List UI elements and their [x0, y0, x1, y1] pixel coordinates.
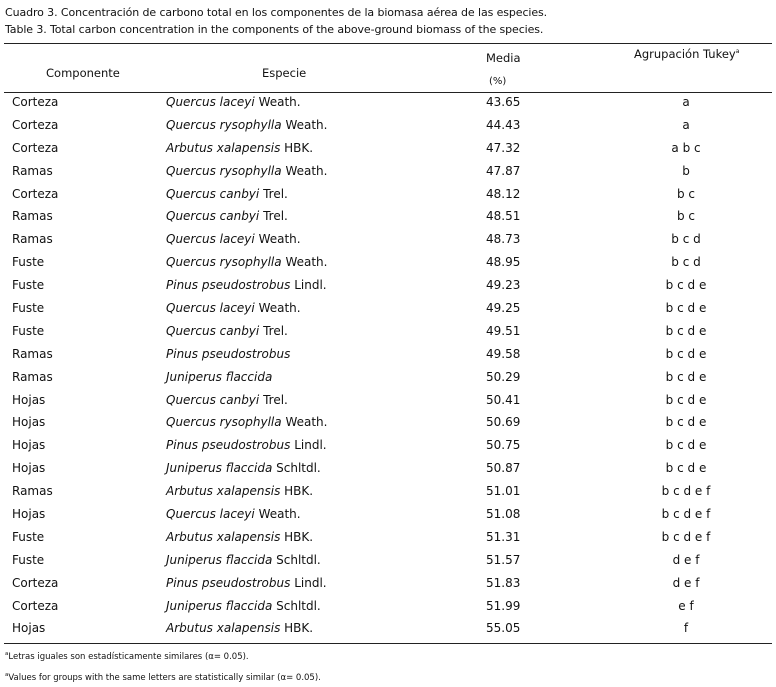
species-author: Trel.	[263, 186, 288, 201]
media-cell: 51.31	[486, 529, 521, 544]
media-cell: 50.75	[486, 438, 521, 453]
especie-cell	[166, 205, 288, 228]
componente-cell: Corteza	[12, 117, 59, 132]
table-row	[0, 434, 776, 457]
especie-cell	[166, 343, 290, 366]
componente-cell: Hojas	[12, 392, 46, 407]
species-name: Juniperus flaccida	[166, 552, 273, 567]
componente-cell: Corteza	[12, 140, 59, 155]
species-name: Quercus rysophylla	[166, 415, 282, 430]
tukey-cell: a	[682, 117, 690, 132]
media-cell: 48.73	[486, 232, 521, 247]
media-cell: 51.83	[486, 575, 521, 590]
especie-cell	[166, 274, 327, 297]
especie-cell	[166, 160, 327, 183]
species-author: HBK.	[284, 621, 314, 636]
media-cell: 55.05	[486, 621, 521, 636]
species-author: Weath.	[285, 163, 328, 178]
table-row	[0, 205, 776, 228]
table-row	[0, 251, 776, 274]
species-author: HBK.	[284, 484, 314, 499]
tukey-cell: b c d e	[665, 461, 707, 476]
species-author: Schltdl.	[276, 461, 321, 476]
species-name: Juniperus flaccida	[166, 461, 273, 476]
especie-cell	[166, 91, 301, 114]
tukey-cell: b	[682, 163, 690, 178]
species-author: HBK.	[284, 140, 314, 155]
media-cell: 48.51	[486, 209, 521, 224]
footnotes	[5, 645, 321, 687]
species-author: Schltdl.	[276, 598, 321, 613]
especie-cell	[166, 457, 321, 480]
tukey-cell: b c d e	[665, 278, 707, 293]
table-row	[0, 183, 776, 206]
media-cell: 50.29	[486, 369, 521, 384]
media-cell: 47.87	[486, 163, 521, 178]
species-author: Trel.	[263, 209, 288, 224]
tukey-cell: b c d e	[665, 438, 707, 453]
header-especie: Especie	[262, 66, 307, 80]
header-tukey-label: Agrupación Tukey	[634, 47, 736, 61]
tukey-cell: f	[683, 621, 689, 636]
media-cell: 51.99	[486, 598, 521, 613]
species-name: Quercus laceyi	[166, 301, 255, 316]
species-author: Trel.	[263, 392, 288, 407]
species-name: Quercus canbyi	[166, 209, 260, 224]
top-rule	[4, 43, 772, 44]
media-cell: 51.01	[486, 484, 521, 499]
header-media-unit: (%)	[489, 76, 507, 87]
species-name: Juniperus flaccida	[166, 369, 273, 384]
especie-cell	[166, 595, 321, 618]
species-author: Weath.	[258, 95, 301, 109]
footnote-text: Values for groups with the same letters are statistically similar (α= 0.05).	[8, 672, 321, 683]
table-row	[0, 320, 776, 343]
tukey-cell: a	[682, 95, 690, 109]
especie-cell	[166, 366, 272, 389]
tukey-cell: b c d e	[665, 392, 707, 407]
header-media: Media	[486, 51, 521, 65]
table-row	[0, 572, 776, 595]
media-cell: 48.95	[486, 255, 521, 270]
tukey-cell: b c d	[671, 232, 701, 247]
especie-cell	[166, 411, 327, 434]
species-name: Quercus canbyi	[166, 392, 260, 407]
especie-cell	[166, 503, 301, 526]
species-name: Quercus laceyi	[166, 507, 255, 522]
media-cell: 44.43	[486, 117, 521, 132]
table-row	[0, 457, 776, 480]
footnote-english	[5, 666, 321, 687]
table-row	[0, 274, 776, 297]
tukey-cell: b c d	[671, 255, 701, 270]
species-name: Pinus pseudostrobus	[166, 438, 291, 453]
species-author: Trel.	[263, 323, 288, 338]
species-name: Arbutus xalapensis	[166, 621, 281, 636]
table-row	[0, 526, 776, 549]
species-name: Quercus rysophylla	[166, 163, 282, 178]
media-cell: 50.41	[486, 392, 521, 407]
especie-cell	[166, 320, 288, 343]
species-name: Quercus rysophylla	[166, 255, 282, 270]
tukey-cell: b c d e f	[661, 529, 711, 544]
tukey-cell: b c	[676, 186, 696, 201]
componente-cell: Fuste	[12, 552, 45, 567]
bottom-rule	[4, 643, 772, 644]
table-row	[0, 389, 776, 412]
componente-cell: Hojas	[12, 507, 46, 522]
species-name: Quercus rysophylla	[166, 117, 282, 132]
species-author: HBK.	[284, 529, 314, 544]
species-name: Quercus canbyi	[166, 323, 260, 338]
tukey-cell: b c d e f	[661, 507, 711, 522]
especie-cell	[166, 526, 313, 549]
table-row	[0, 114, 776, 137]
componente-cell: Ramas	[12, 163, 53, 178]
media-cell: 43.65	[486, 95, 521, 109]
species-name: Arbutus xalapensis	[166, 529, 281, 544]
media-cell: 50.69	[486, 415, 521, 430]
componente-cell: Ramas	[12, 484, 53, 499]
species-name: Quercus laceyi	[166, 232, 255, 247]
componente-cell: Ramas	[12, 346, 53, 361]
media-cell: 49.51	[486, 323, 521, 338]
table-row	[0, 91, 776, 114]
componente-cell: Fuste	[12, 255, 45, 270]
tukey-cell: b c d e f	[661, 484, 711, 499]
especie-cell	[166, 480, 313, 503]
footnote-spanish	[5, 645, 321, 666]
species-name: Pinus pseudostrobus	[166, 346, 291, 361]
componente-cell: Corteza	[12, 186, 59, 201]
componente-cell: Corteza	[12, 575, 59, 590]
media-cell: 49.58	[486, 346, 521, 361]
tukey-cell: b c d e	[665, 369, 707, 384]
especie-cell	[166, 572, 327, 595]
table-row	[0, 503, 776, 526]
table-row	[0, 617, 776, 640]
componente-cell: Ramas	[12, 369, 53, 384]
tukey-cell: b c d e	[665, 301, 707, 316]
especie-cell	[166, 297, 301, 320]
species-author: Schltdl.	[276, 552, 321, 567]
table-row	[0, 411, 776, 434]
media-cell: 51.08	[486, 507, 521, 522]
footnote-mark: a	[5, 671, 9, 678]
table-row	[0, 137, 776, 160]
componente-cell: Fuste	[12, 301, 45, 316]
componente-cell: Hojas	[12, 415, 46, 430]
tukey-cell: d e f	[672, 552, 700, 567]
tukey-cell: b c d e	[665, 415, 707, 430]
species-author: Weath.	[258, 301, 301, 316]
header-tukey	[634, 47, 739, 61]
species-author: Weath.	[285, 255, 328, 270]
table-caption	[5, 4, 547, 38]
species-name: Quercus canbyi	[166, 186, 260, 201]
species-author: Lindl.	[294, 575, 327, 590]
species-author: Lindl.	[294, 278, 327, 293]
tukey-cell: b c d e	[665, 346, 707, 361]
media-cell: 50.87	[486, 461, 521, 476]
caption-spanish: Cuadro 3. Concentración de carbono total en los componentes de la biomasa aérea de las especies.	[5, 6, 548, 19]
tukey-cell: b c d e	[665, 323, 707, 338]
especie-cell	[166, 183, 288, 206]
species-name: Quercus laceyi	[166, 95, 255, 109]
species-author: Weath.	[285, 117, 328, 132]
table-row	[0, 297, 776, 320]
componente-cell: Fuste	[12, 323, 45, 338]
table-row	[0, 343, 776, 366]
especie-cell	[166, 228, 301, 251]
table-row	[0, 549, 776, 572]
species-name: Arbutus xalapensis	[166, 484, 281, 499]
species-author: Weath.	[258, 232, 301, 247]
tukey-cell: a b c	[671, 140, 701, 155]
footnote-text: Letras iguales son estadísticamente similares (α= 0.05).	[8, 651, 249, 662]
tukey-cell: e f	[678, 598, 694, 613]
species-name: Pinus pseudostrobus	[166, 278, 291, 293]
especie-cell	[166, 114, 327, 137]
componente-cell: Ramas	[12, 232, 53, 247]
especie-cell	[166, 137, 313, 160]
tukey-cell: d e f	[672, 575, 700, 590]
species-author: Weath.	[258, 507, 301, 522]
table-row	[0, 480, 776, 503]
footnote-mark: a	[5, 651, 9, 657]
species-author: Weath.	[285, 415, 328, 430]
componente-cell: Fuste	[12, 529, 45, 544]
componente-cell: Ramas	[12, 209, 53, 224]
media-cell: 51.57	[486, 552, 521, 567]
especie-cell	[166, 434, 327, 457]
componente-cell: Hojas	[12, 438, 46, 453]
table-row	[0, 595, 776, 618]
media-cell: 48.12	[486, 186, 521, 201]
componente-cell: Hojas	[12, 621, 46, 636]
especie-cell	[166, 549, 321, 572]
species-name: Pinus pseudostrobus	[166, 575, 291, 590]
media-cell: 49.23	[486, 278, 521, 293]
especie-cell	[166, 617, 313, 640]
componente-cell: Hojas	[12, 461, 46, 476]
species-name: Arbutus xalapensis	[166, 140, 281, 155]
especie-cell	[166, 251, 327, 274]
especie-cell	[166, 389, 288, 412]
header-tukey-footnote-mark: a	[735, 48, 740, 56]
header-componente: Componente	[46, 66, 120, 80]
caption-english: Table 3. Total carbon concentration in the components of the above-ground biomass of the species.	[5, 23, 544, 36]
table-row	[0, 228, 776, 251]
data-table-body	[0, 91, 776, 640]
media-cell: 47.32	[486, 140, 521, 155]
table-row	[0, 160, 776, 183]
tukey-cell: b c	[676, 209, 696, 224]
componente-cell: Corteza	[12, 95, 59, 109]
componente-cell: Corteza	[12, 598, 59, 613]
componente-cell: Fuste	[12, 278, 45, 293]
table-row	[0, 366, 776, 389]
media-cell: 49.25	[486, 301, 521, 316]
species-name: Juniperus flaccida	[166, 598, 273, 613]
species-author: Lindl.	[294, 438, 327, 453]
